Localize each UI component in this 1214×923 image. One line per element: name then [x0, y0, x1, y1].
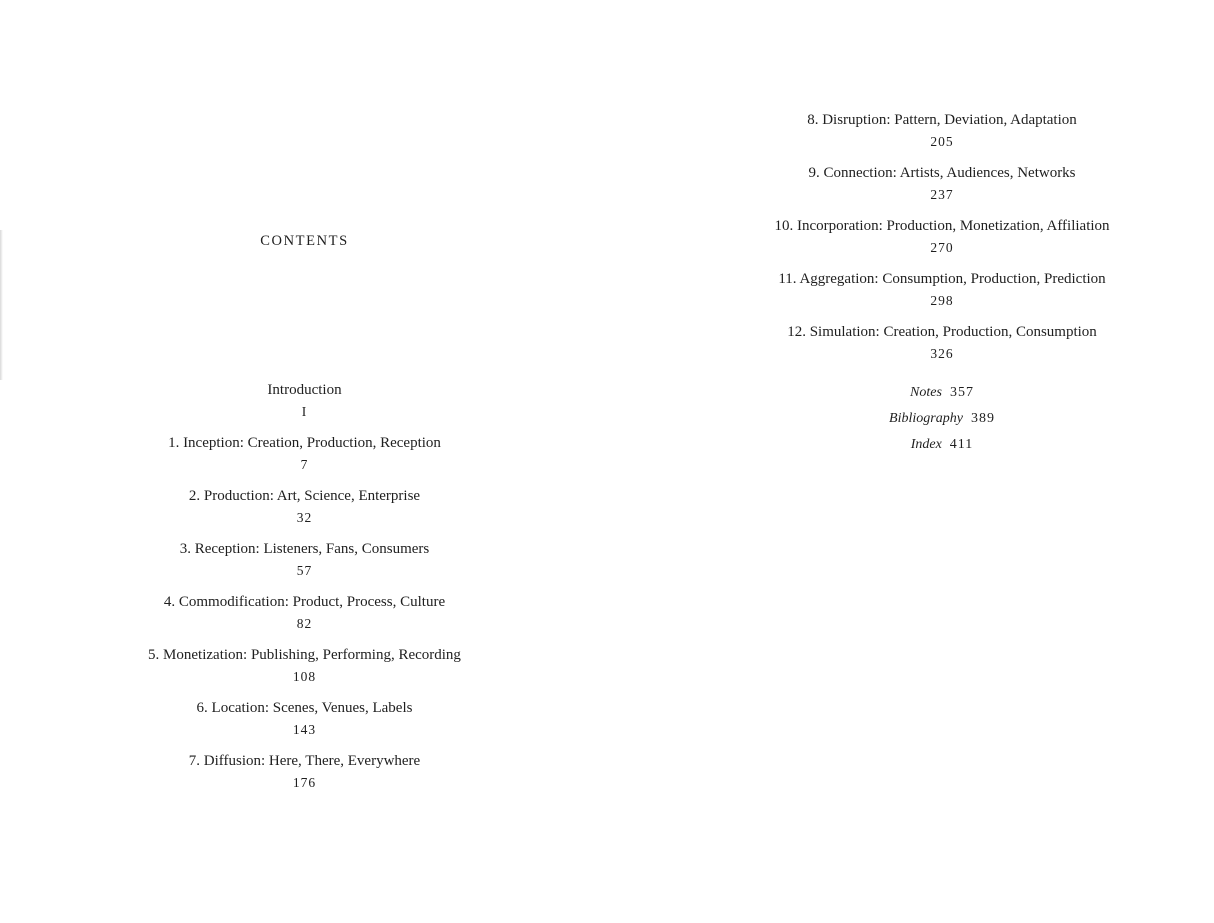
toc-entry: [0, 380, 609, 433]
right-page: [607, 0, 1214, 923]
toc-entry: [607, 110, 1214, 163]
entry-page: 237: [930, 187, 954, 202]
toc-right: [607, 110, 1214, 375]
entry-page: 176: [292, 775, 317, 790]
back-matter-notes: [607, 380, 1214, 406]
entry-page: 7: [300, 457, 309, 472]
entry-title: 10. Incorporation: Production, Monetization, Affiliation: [774, 218, 1110, 234]
toc-entry: [607, 163, 1214, 216]
entry-title: 5. Monetization: Publishing, Performing, Recording: [148, 647, 461, 663]
entry-title: 12. Simulation: Creation, Production, Consumption: [787, 324, 1097, 340]
entry-title: 8. Disruption: Pattern, Deviation, Adaptation: [807, 112, 1077, 128]
entry-page: 143: [292, 722, 317, 737]
back-matter-label: Index: [910, 437, 942, 452]
back-matter-bibliography: [607, 406, 1214, 432]
toc-entry: [0, 592, 609, 645]
entry-page: 326: [930, 346, 954, 361]
entry-page: 108: [292, 669, 317, 684]
toc-left: [0, 380, 609, 804]
entry-page: I: [301, 404, 308, 419]
binding-shadow: [0, 230, 3, 380]
toc-entry: [607, 322, 1214, 375]
back-matter-index: [607, 432, 1214, 458]
toc-entry: [0, 433, 609, 486]
back-matter-label: Notes: [910, 385, 942, 400]
entry-page: 298: [930, 293, 954, 308]
toc-entry: [0, 486, 609, 539]
entry-page: 205: [930, 134, 954, 149]
back-matter: [607, 380, 1214, 458]
toc-entry: [607, 216, 1214, 269]
back-matter-page: 357: [949, 385, 974, 400]
back-matter-page: 411: [949, 437, 974, 452]
entry-page: 270: [930, 240, 954, 255]
entry-page: 57: [296, 563, 313, 578]
entry-page: 82: [296, 616, 313, 631]
back-matter-page: 389: [970, 411, 995, 426]
entry-title: 2. Production: Art, Science, Enterprise: [188, 488, 421, 504]
toc-entry: [607, 269, 1214, 322]
toc-entry: [0, 645, 609, 698]
toc-entry: [0, 698, 609, 751]
back-matter-label: Bibliography: [889, 411, 963, 426]
toc-entry: [0, 539, 609, 592]
entry-title: 1. Inception: Creation, Production, Reception: [168, 435, 441, 451]
entry-title: 11. Aggregation: Consumption, Production, Prediction: [778, 271, 1106, 287]
entry-title: 6. Location: Scenes, Venues, Labels: [196, 700, 413, 716]
toc-entry: [0, 751, 609, 804]
entry-title: 9. Connection: Artists, Audiences, Networks: [808, 165, 1076, 181]
contents-heading: CONTENTS: [260, 233, 349, 249]
entry-title: 4. Commodification: Product, Process, Culture: [163, 594, 446, 610]
entry-title: Introduction: [267, 382, 342, 398]
entry-title: 7. Diffusion: Here, There, Everywhere: [188, 753, 421, 769]
entry-title: 3. Reception: Listeners, Fans, Consumers: [179, 541, 430, 557]
entry-page: 32: [296, 510, 313, 525]
